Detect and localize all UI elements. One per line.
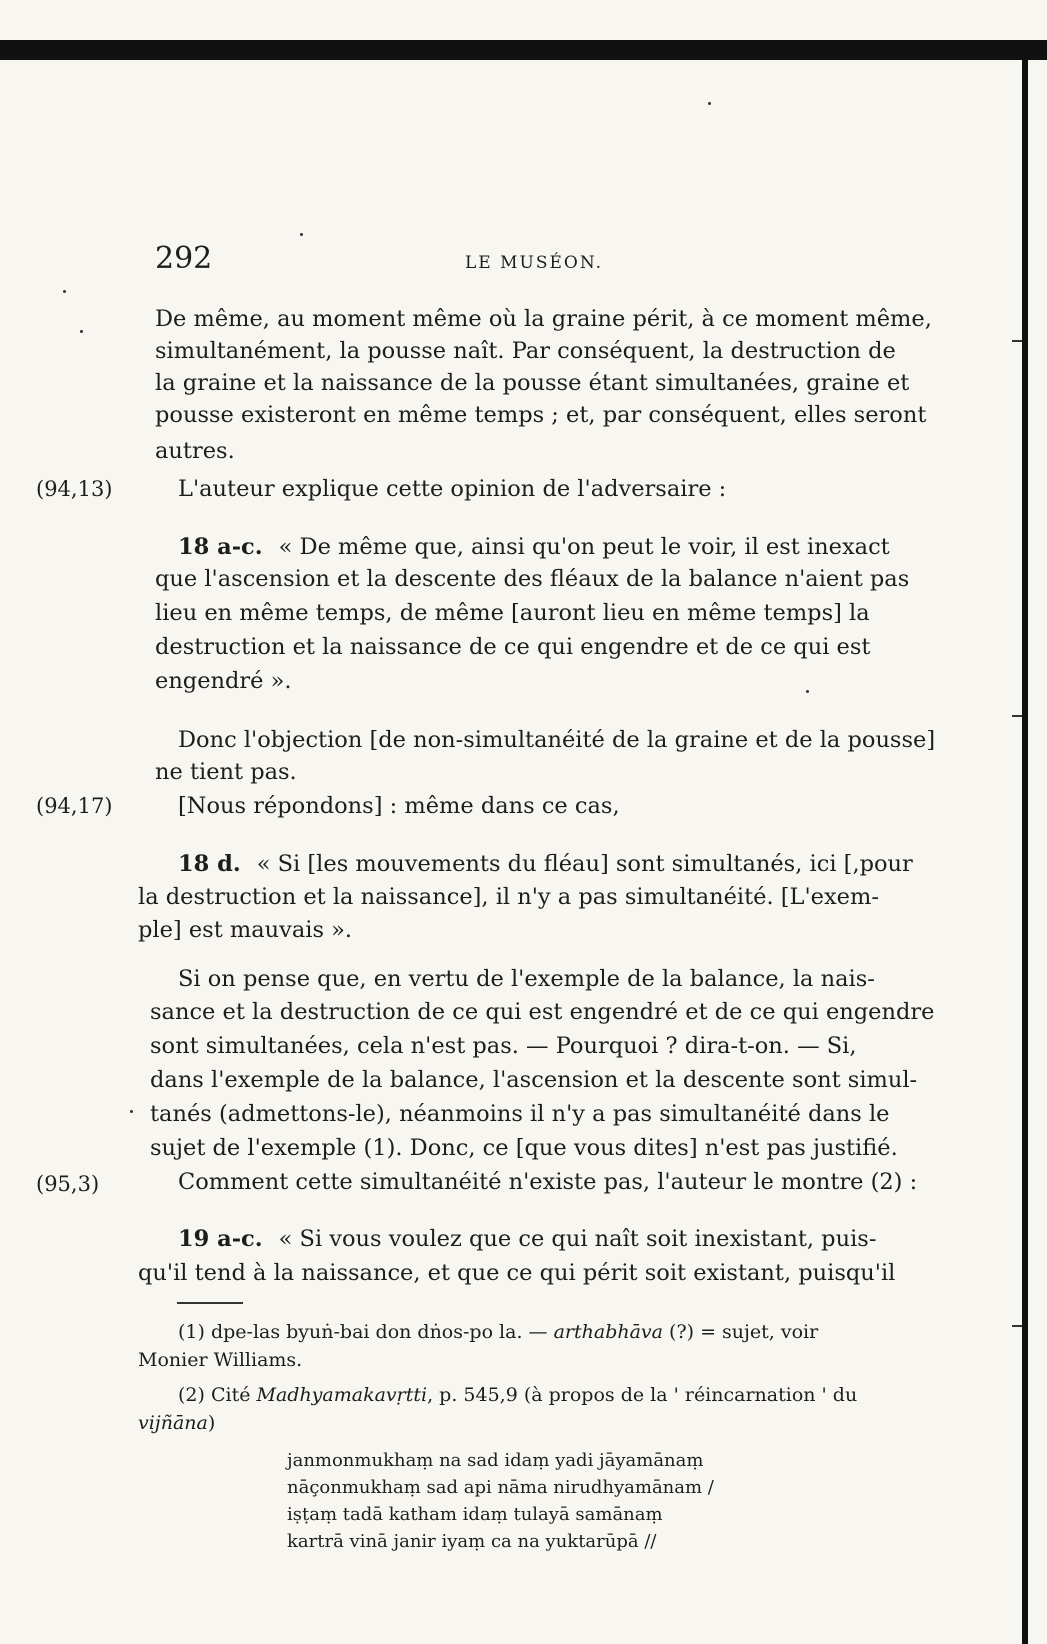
footnote-2-text-mid: , p. 545,9 (à propos de la ' réincarnation ' du xyxy=(427,1384,858,1406)
para1-line-1: De même, au moment même où la graine périt, à ce moment même, xyxy=(155,306,932,332)
verse-18d-line-2: la destruction et la naissance], il n'y a pas simultanéité. [L'exem- xyxy=(138,884,879,910)
verse-18d-label: 18 d. xyxy=(178,851,241,877)
speck xyxy=(708,102,711,105)
speck xyxy=(63,290,66,293)
margin-ref-2: (94,17) xyxy=(36,794,113,818)
footnote-1-text: (1) dpe-las byuṅ-bai don dṅos-po la. — xyxy=(178,1321,554,1343)
para3-line-1: Si on pense que, en vertu de l'exemple de la balance, la nais- xyxy=(178,966,875,992)
footnote-separator xyxy=(177,1302,243,1304)
verse-19ac-first-line xyxy=(178,1223,903,1255)
edge-mark xyxy=(1012,340,1022,342)
para2-line-2: ne tient pas. xyxy=(155,759,297,785)
margin-ref-1: (94,13) xyxy=(36,477,113,501)
verse-18ac-line-3: lieu en même temps, de même [auront lieu en même temps] la xyxy=(155,600,870,626)
footnote-1-text-end: (?) = sujet, voir xyxy=(663,1321,819,1343)
verse-18ac-first-line xyxy=(178,531,903,563)
sanskrit-verse-line-4: kartrā vinā janir iyaṃ ca na yuktarūpā // xyxy=(287,1531,657,1552)
para3-line-3: sont simultanées, cela n'est pas. — Pourquoi ? dira-t-on. — Si, xyxy=(150,1033,857,1059)
para1-line-2: simultanément, la pousse naît. Par conséquent, la destruction de xyxy=(155,338,896,364)
footnote-2-word: vijñāna xyxy=(138,1412,208,1434)
footnote-2-work: Madhyamakavṛtti xyxy=(256,1384,428,1406)
footnote-1-line-1 xyxy=(178,1319,818,1345)
para3-line-2: sance et la destruction de ce qui est engendré et de ce qui engendre xyxy=(150,999,935,1025)
page-number: 292 xyxy=(155,241,213,276)
sanskrit-verse-line-2: nāçonmukhaṃ sad api nāma nirudhyamānam / xyxy=(287,1477,714,1498)
intro-line-2: [Nous répondons] : même dans ce cas, xyxy=(178,793,620,819)
intro-line-3: Comment cette simultanéité n'existe pas, l'auteur le montre (2) : xyxy=(178,1169,918,1195)
speck xyxy=(80,330,83,333)
verse-18ac-line-5: engendré ». xyxy=(155,668,292,694)
footnote-2-line-2 xyxy=(138,1410,215,1436)
para1-line-5: autres. xyxy=(155,438,235,464)
para3-line-4: dans l'exemple de la balance, l'ascension et la descente sont simul- xyxy=(150,1067,918,1093)
scan-top-border xyxy=(0,40,1047,60)
margin-ref-3: (95,3) xyxy=(36,1172,100,1196)
para3-line-5: tanés (admettons-le), néanmoins il n'y a pas simultanéité dans le xyxy=(150,1101,890,1127)
footnote-2-line-1 xyxy=(178,1382,857,1408)
edge-mark xyxy=(1012,1325,1022,1327)
para1-line-4: pousse existeront en même temps ; et, par conséquent, elles seront xyxy=(155,402,927,428)
footnote-2-text: (2) Cité xyxy=(178,1384,257,1406)
footnote-2-close: ) xyxy=(207,1412,216,1434)
verse-18ac-line-4: destruction et la naissance de ce qui engendre et de ce qui est xyxy=(155,634,871,660)
scan-right-border xyxy=(1022,55,1028,1644)
verse-18d-first-line xyxy=(178,848,913,880)
intro-line-1: L'auteur explique cette opinion de l'adversaire : xyxy=(178,476,727,502)
sanskrit-verse-line-1: janmonmukhaṃ na sad idaṃ yadi jāyamānaṃ xyxy=(287,1450,704,1471)
verse-19ac-line-1: « Si vous voulez que ce qui naît soit inexistant, puis- xyxy=(278,1226,877,1252)
speck xyxy=(806,690,809,693)
verse-18ac-label: 18 a-c. xyxy=(178,534,263,560)
verse-19ac-label: 19 a-c. xyxy=(178,1226,263,1252)
verse-19ac-line-2: qu'il tend à la naissance, et que ce qui périt soit existant, puisqu'il xyxy=(138,1260,896,1286)
verse-18d-line-1: « Si [les mouvements du fléau] sont simultanés, ici [,pour xyxy=(256,851,913,877)
footnote-1-term: arthabhāva xyxy=(553,1321,663,1343)
para1-line-3: la graine et la naissance de la pousse étant simultanées, graine et xyxy=(155,370,910,396)
verse-18ac-line-1: « De même que, ainsi qu'on peut le voir, il est inexact xyxy=(278,534,890,560)
para3-line-6: sujet de l'exemple (1). Donc, ce [que vous dites] n'est pas justifié. xyxy=(150,1135,898,1161)
verse-18ac-line-2: que l'ascension et la descente des fléaux de la balance n'aient pas xyxy=(155,566,910,592)
sanskrit-verse-line-3: iṣṭaṃ tadā katham idaṃ tulayā samānaṃ xyxy=(287,1504,663,1525)
speck xyxy=(300,233,303,236)
para2-line-1: Donc l'objection [de non-simultanéité de la graine et de la pousse] xyxy=(178,727,936,753)
speck xyxy=(130,1110,133,1113)
running-title: LE MUSÉON. xyxy=(465,253,604,273)
edge-mark xyxy=(1012,715,1022,717)
verse-18d-line-3: ple] est mauvais ». xyxy=(138,917,353,943)
footnote-1-line-2: Monier Williams. xyxy=(138,1349,303,1371)
